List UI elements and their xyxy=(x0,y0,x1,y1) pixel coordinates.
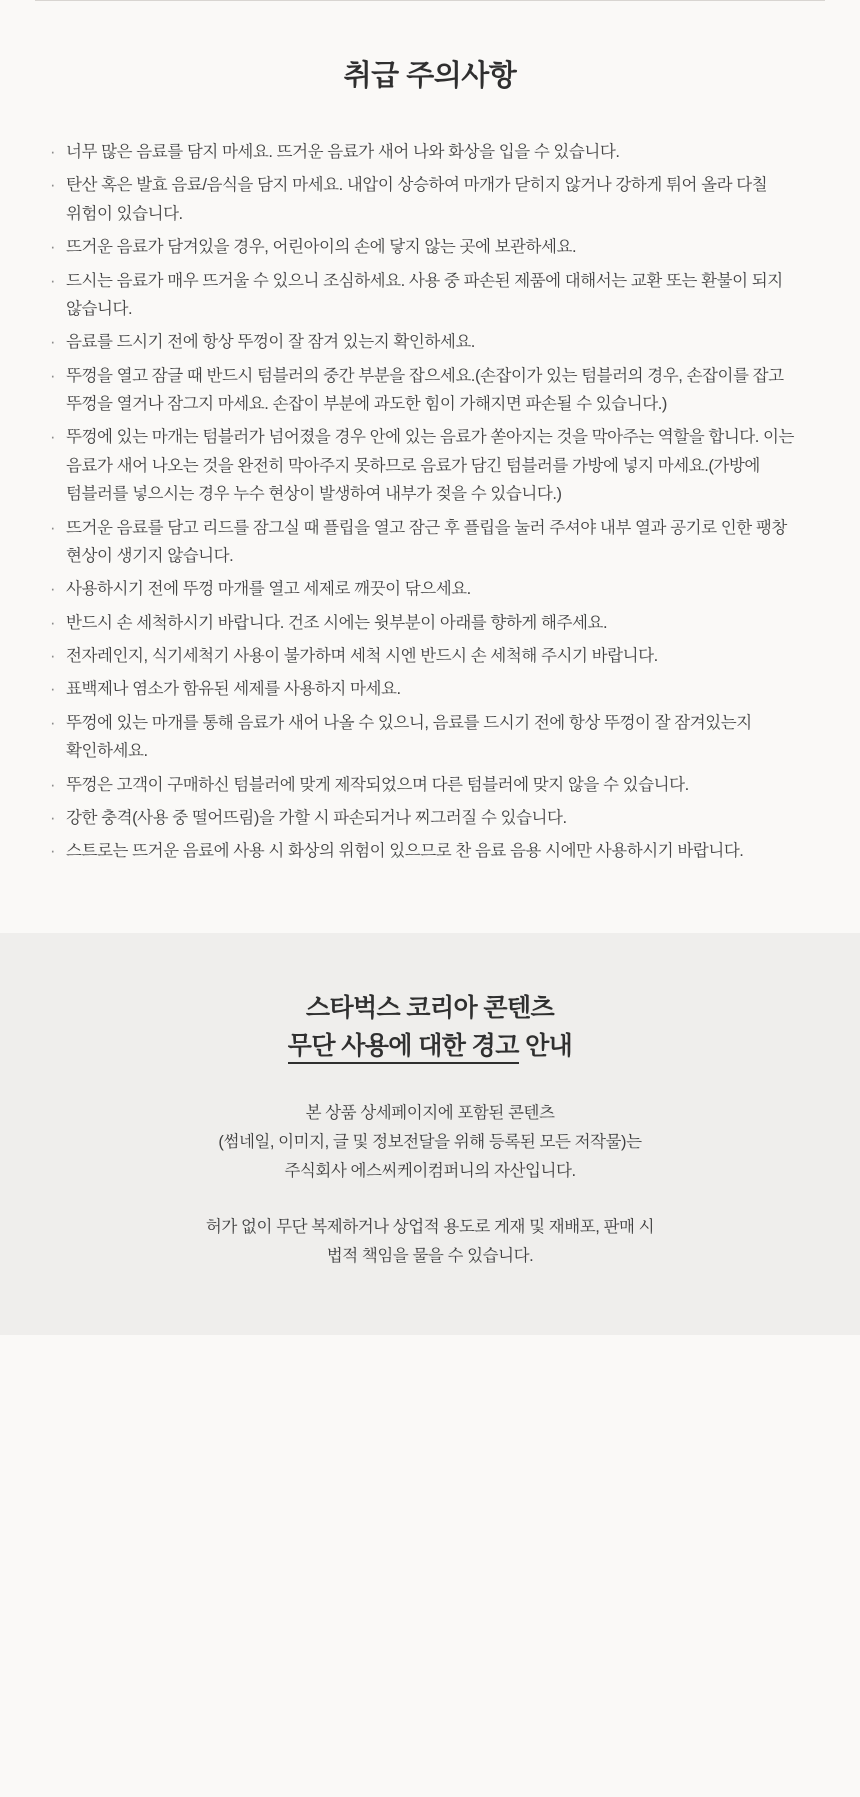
copyright-warning-section xyxy=(0,933,860,1336)
list-item xyxy=(50,804,816,832)
warning-heading-line2 xyxy=(0,1027,860,1065)
list-item xyxy=(50,267,816,324)
warning-note-line-2: 법적 책임을 물을 수 있습니다. xyxy=(326,1247,534,1266)
bullet-icon: · xyxy=(50,333,56,352)
list-item-text: 사용하시기 전에 뚜껑 마개를 열고 세제로 깨끗이 닦으세요. xyxy=(66,580,471,599)
bullet-icon: · xyxy=(50,613,56,632)
list-item-text: 뚜껑에 있는 마개를 통해 음료가 새어 나올 수 있으니, 음료를 드시기 전에 항상 뚜껑이 잘 잠겨있는지 확인하세요. xyxy=(66,713,752,761)
bullet-icon: · xyxy=(50,680,56,699)
handling-cautions-section xyxy=(0,1,860,933)
list-item-text: 드시는 음료가 매우 뜨거울 수 있으니 조심하세요. 사용 중 파손된 제품에 대해서는 교환 또는 환불이 되지 않습니다. xyxy=(66,271,783,318)
bullet-icon: · xyxy=(50,842,56,861)
warning-heading-line1: 스타벅스 코리아 콘텐츠 xyxy=(305,993,555,1022)
list-item-text: 탄산 혹은 발효 음료/음식을 담지 마세요. 내압이 상승하여 마개가 닫히지 않거나 강하게 튀어 올라 다칠 위험이 있습니다. xyxy=(66,176,768,223)
bullet-icon: · xyxy=(50,238,56,257)
warning-body-line-2: (썸네일, 이미지, 글 및 정보전달을 위해 등록된 모든 저작물)는 xyxy=(218,1132,642,1151)
list-item xyxy=(50,709,816,766)
page-title: 취급 주의사항 xyxy=(343,60,517,92)
list-item xyxy=(50,362,816,419)
caution-list xyxy=(0,138,860,866)
list-item-text: 표백제나 염소가 함유된 세제를 사용하지 마세요. xyxy=(66,680,401,699)
bullet-icon: · xyxy=(50,176,56,195)
bullet-icon: · xyxy=(50,271,56,290)
bullet-icon: · xyxy=(50,428,56,447)
bullet-icon: · xyxy=(50,713,56,732)
list-item-text: 전자레인지, 식기세척기 사용이 불가하며 세척 시엔 반드시 손 세척해 주시기 바랍니다. xyxy=(66,647,658,665)
warning-heading-underlined: 무단 사용에 대한 경고 xyxy=(288,1032,519,1064)
list-item xyxy=(50,771,816,799)
bullet-icon: · xyxy=(50,143,56,161)
list-item xyxy=(50,423,816,508)
list-item-text: 스트로는 뜨거운 음료에 사용 시 화상의 위험이 있으므로 찬 음료 음용 시에만 사용하시기 바랍니다. xyxy=(66,842,744,861)
list-item-text: 뜨거운 음료가 담겨있을 경우, 어린아이의 손에 닿지 않는 곳에 보관하세요. xyxy=(66,238,577,257)
list-item xyxy=(50,171,816,228)
warning-note-line-1: 허가 없이 무단 복제하거나 상업적 용도로 게재 및 재배포, 판매 시 xyxy=(205,1217,655,1236)
list-item xyxy=(50,837,816,865)
list-item-text: 뜨거운 음료를 담고 리드를 잠그실 때 플립을 열고 잠근 후 플립을 눌러 주셔야 내부 열과 공기로 인한 팽창 현상이 생기지 않습니다. xyxy=(66,518,787,565)
list-item xyxy=(50,675,816,703)
list-item xyxy=(50,642,816,670)
bullet-icon: · xyxy=(50,775,56,794)
bullet-icon: · xyxy=(50,808,56,827)
list-item xyxy=(50,233,816,261)
list-item-text: 강한 충격(사용 중 떨어뜨림)을 가할 시 파손되거나 찌그러질 수 있습니다. xyxy=(66,808,567,827)
bullet-icon: · xyxy=(50,518,56,537)
list-item-text: 뚜껑을 열고 잠글 때 반드시 텀블러의 중간 부분을 잡으세요.(손잡이가 있는 텀블러의 경우, 손잡이를 잡고 뚜껑을 열거나 잠그지 마세요. 손잡이 부분에 과도한 힘이 가해지면 파손될 수 있습니다.) xyxy=(66,366,784,413)
list-item xyxy=(50,514,816,571)
warning-note xyxy=(0,1213,860,1272)
bullet-icon: · xyxy=(50,366,56,385)
warning-body-line-3: 주식회사 에스씨케이컴퍼니의 자산입니다. xyxy=(284,1162,576,1181)
list-item-text: 반드시 손 세척하시기 바랍니다. 건조 시에는 윗부분이 아래를 향하게 해주세요. xyxy=(66,613,608,632)
list-item-text: 너무 많은 음료를 담지 마세요. 뜨거운 음료가 새어 나와 화상을 입을 수 있습니다. xyxy=(66,143,620,161)
list-item xyxy=(50,575,816,603)
bullet-icon: · xyxy=(50,647,56,665)
warning-body-line-1: 본 상품 상세페이지에 포함된 콘텐츠 xyxy=(305,1103,555,1122)
list-item xyxy=(50,328,816,356)
list-item xyxy=(50,609,816,637)
list-item-text: 음료를 드시기 전에 항상 뚜껑이 잘 잠겨 있는지 확인하세요. xyxy=(66,333,475,352)
warning-body xyxy=(0,1099,860,1187)
list-item-text: 뚜껑은 고객이 구매하신 텀블러에 맞게 제작되었으며 다른 텀블러에 맞지 않을 수 있습니다. xyxy=(66,775,689,794)
list-item xyxy=(50,138,816,166)
warning-heading xyxy=(0,989,860,1065)
warning-heading-suffix: 안내 xyxy=(518,1031,573,1060)
bullet-icon: · xyxy=(50,580,56,599)
list-item-text: 뚜껑에 있는 마개는 텀블러가 넘어졌을 경우 안에 있는 음료가 쏟아지는 것을 막아주는 역할을 합니다. 이는 음료가 새어 나오는 것을 완전히 막아주지 못하므로 음료가 담긴 텀블러를 가방에 넣지 마세요.(가방에 텀블러를 넣으시는 경우 누수 현상이 발생하여 내부가 젖을 수 있습니다.) xyxy=(66,428,795,504)
